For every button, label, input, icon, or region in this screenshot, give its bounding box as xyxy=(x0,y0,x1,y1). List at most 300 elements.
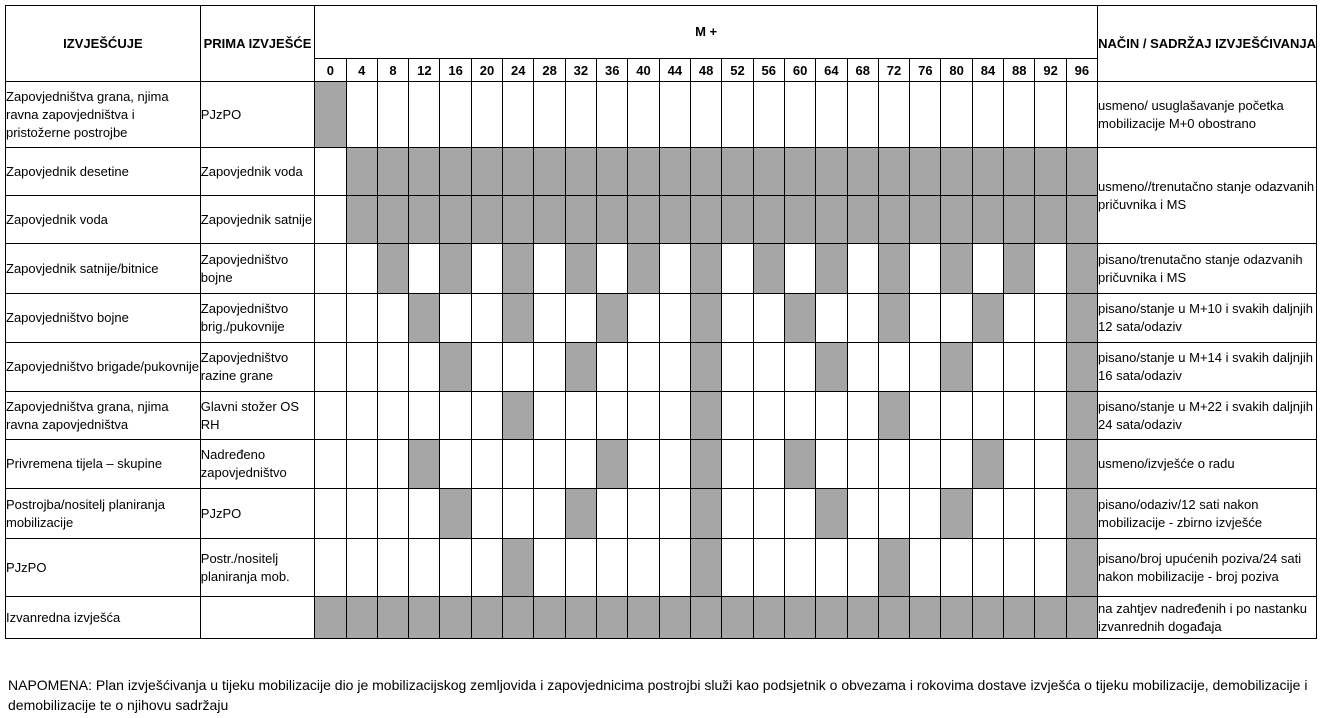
schedule-cell xyxy=(315,294,346,343)
schedule-cell xyxy=(941,392,972,440)
schedule-cell xyxy=(941,440,972,489)
schedule-cell-shaded xyxy=(1035,597,1066,639)
schedule-cell xyxy=(722,294,753,343)
hour-header: 68 xyxy=(847,59,878,82)
hour-header: 8 xyxy=(377,59,408,82)
izvjescuje-cell: Zapovjedništva grana, njima ravna zapovjedništva i pristožerne postrojbe xyxy=(6,82,201,148)
schedule-cell-shaded xyxy=(722,148,753,196)
schedule-cell xyxy=(346,244,377,294)
schedule-cell-shaded xyxy=(565,489,596,539)
schedule-cell-shaded xyxy=(503,597,534,639)
schedule-cell xyxy=(847,294,878,343)
schedule-cell xyxy=(565,82,596,148)
header-m-plus: M + xyxy=(315,6,1098,59)
izvjescuje-cell: Privremena tijela – skupine xyxy=(6,440,201,489)
schedule-cell-shaded xyxy=(816,148,847,196)
schedule-cell xyxy=(722,343,753,392)
schedule-cell-shaded xyxy=(440,148,471,196)
schedule-cell xyxy=(628,82,659,148)
schedule-cell xyxy=(659,539,690,597)
schedule-cell xyxy=(597,343,628,392)
schedule-cell xyxy=(471,440,502,489)
hour-header: 84 xyxy=(972,59,1003,82)
schedule-cell-shaded xyxy=(1004,597,1035,639)
schedule-cell xyxy=(1004,539,1035,597)
hour-header: 76 xyxy=(910,59,941,82)
schedule-cell xyxy=(315,148,346,196)
schedule-cell-shaded xyxy=(659,196,690,244)
schedule-cell-shaded xyxy=(941,343,972,392)
schedule-cell-shaded xyxy=(722,196,753,244)
schedule-cell xyxy=(878,440,909,489)
schedule-cell xyxy=(659,440,690,489)
hour-header: 80 xyxy=(941,59,972,82)
prima-cell xyxy=(200,597,314,639)
schedule-cell xyxy=(816,392,847,440)
schedule-cell-shaded xyxy=(440,196,471,244)
schedule-cell xyxy=(440,539,471,597)
schedule-cell xyxy=(597,392,628,440)
schedule-cell xyxy=(471,392,502,440)
table-row xyxy=(6,82,1317,148)
schedule-cell-shaded xyxy=(377,244,408,294)
schedule-cell xyxy=(1004,489,1035,539)
schedule-cell xyxy=(1035,489,1066,539)
header-nacin: NAČIN / SADRŽAJ IZVJEŠĆIVANJA xyxy=(1098,6,1317,82)
schedule-cell-shaded xyxy=(753,196,784,244)
schedule-cell-shaded xyxy=(784,294,815,343)
schedule-cell-shaded xyxy=(1066,489,1097,539)
hour-header: 60 xyxy=(784,59,815,82)
hour-header: 72 xyxy=(878,59,909,82)
table-row xyxy=(6,539,1317,597)
schedule-cell-shaded xyxy=(1004,148,1035,196)
schedule-cell xyxy=(377,343,408,392)
schedule-cell-shaded xyxy=(503,294,534,343)
schedule-cell xyxy=(315,539,346,597)
schedule-cell xyxy=(409,392,440,440)
schedule-cell xyxy=(753,343,784,392)
schedule-cell-shaded xyxy=(1035,148,1066,196)
schedule-cell-shaded xyxy=(690,244,721,294)
schedule-cell-shaded xyxy=(753,244,784,294)
nacin-cell: pisano/stanje u M+10 i svakih daljnjih 12 sata/odaziv xyxy=(1098,294,1317,343)
schedule-cell xyxy=(1004,440,1035,489)
hour-header: 12 xyxy=(409,59,440,82)
schedule-cell xyxy=(346,82,377,148)
schedule-cell-shaded xyxy=(910,597,941,639)
schedule-cell xyxy=(503,82,534,148)
table-body xyxy=(6,82,1317,639)
schedule-cell xyxy=(816,440,847,489)
schedule-cell-shaded xyxy=(534,196,565,244)
schedule-cell-shaded xyxy=(346,597,377,639)
schedule-cell-shaded xyxy=(409,294,440,343)
schedule-cell xyxy=(315,489,346,539)
prima-cell: Glavni stožer OS RH xyxy=(200,392,314,440)
schedule-cell xyxy=(753,392,784,440)
schedule-cell-shaded xyxy=(503,196,534,244)
schedule-cell-shaded xyxy=(784,196,815,244)
schedule-cell-shaded xyxy=(534,148,565,196)
schedule-cell xyxy=(972,244,1003,294)
schedule-cell xyxy=(910,82,941,148)
nacin-cell: pisano/odaziv/12 sati nakon mobilizacije - zbirno izvješće xyxy=(1098,489,1317,539)
schedule-cell xyxy=(346,489,377,539)
schedule-cell-shaded xyxy=(722,597,753,639)
schedule-cell-shaded xyxy=(878,196,909,244)
schedule-cell-shaded xyxy=(409,148,440,196)
prima-cell: PJzPO xyxy=(200,489,314,539)
schedule-cell xyxy=(346,343,377,392)
schedule-cell xyxy=(628,440,659,489)
schedule-cell-shaded xyxy=(847,597,878,639)
schedule-cell-shaded xyxy=(409,597,440,639)
schedule-cell-shaded xyxy=(1066,539,1097,597)
prima-cell: Postr./nositelj planiranja mob. xyxy=(200,539,314,597)
schedule-cell xyxy=(377,294,408,343)
schedule-cell-shaded xyxy=(377,597,408,639)
schedule-cell-shaded xyxy=(753,148,784,196)
schedule-cell-shaded xyxy=(1004,244,1035,294)
hour-header: 0 xyxy=(315,59,346,82)
schedule-cell xyxy=(784,539,815,597)
schedule-cell-shaded xyxy=(941,244,972,294)
schedule-cell-shaded xyxy=(878,294,909,343)
schedule-cell xyxy=(377,392,408,440)
schedule-cell xyxy=(972,82,1003,148)
header-izvjescuje: IZVJEŠĆUJE xyxy=(6,6,201,82)
schedule-cell-shaded xyxy=(471,196,502,244)
schedule-cell xyxy=(659,294,690,343)
schedule-cell xyxy=(471,244,502,294)
table-row xyxy=(6,148,1317,196)
schedule-cell-shaded xyxy=(972,440,1003,489)
table-row xyxy=(6,343,1317,392)
schedule-cell-shaded xyxy=(659,148,690,196)
schedule-cell-shaded xyxy=(941,196,972,244)
schedule-cell xyxy=(972,539,1003,597)
hour-header: 44 xyxy=(659,59,690,82)
schedule-cell-shaded xyxy=(1066,343,1097,392)
prima-cell: Nadređeno zapovjedništvo xyxy=(200,440,314,489)
schedule-cell xyxy=(628,343,659,392)
schedule-cell xyxy=(565,539,596,597)
schedule-cell xyxy=(315,196,346,244)
schedule-cell xyxy=(847,489,878,539)
hour-header: 36 xyxy=(597,59,628,82)
schedule-cell xyxy=(534,392,565,440)
schedule-cell xyxy=(722,82,753,148)
nacin-cell: usmeno/ usuglašavanje početka mobilizacije M+0 obostrano xyxy=(1098,82,1317,148)
schedule-cell xyxy=(784,244,815,294)
prima-cell: Zapovjednik voda xyxy=(200,148,314,196)
schedule-cell-shaded xyxy=(690,148,721,196)
schedule-cell xyxy=(722,244,753,294)
hour-header: 24 xyxy=(503,59,534,82)
schedule-cell xyxy=(628,294,659,343)
schedule-cell-shaded xyxy=(534,597,565,639)
schedule-cell xyxy=(315,392,346,440)
schedule-cell xyxy=(972,343,1003,392)
schedule-cell-shaded xyxy=(597,597,628,639)
schedule-cell xyxy=(534,440,565,489)
izvjescuje-cell: Izvanredna izvješća xyxy=(6,597,201,639)
schedule-cell xyxy=(377,82,408,148)
prima-cell: Zapovjedništvo bojne xyxy=(200,244,314,294)
schedule-cell-shaded xyxy=(816,244,847,294)
schedule-cell xyxy=(409,82,440,148)
schedule-cell xyxy=(722,440,753,489)
hour-header: 20 xyxy=(471,59,502,82)
schedule-cell-shaded xyxy=(471,148,502,196)
schedule-cell-shaded xyxy=(941,148,972,196)
schedule-cell xyxy=(346,440,377,489)
schedule-cell xyxy=(1035,392,1066,440)
schedule-cell-shaded xyxy=(847,148,878,196)
schedule-cell xyxy=(722,489,753,539)
hour-header: 16 xyxy=(440,59,471,82)
schedule-cell xyxy=(1035,294,1066,343)
schedule-cell-shaded xyxy=(597,196,628,244)
schedule-cell xyxy=(816,539,847,597)
schedule-cell xyxy=(1066,82,1097,148)
schedule-cell xyxy=(503,343,534,392)
schedule-cell xyxy=(346,294,377,343)
hour-header: 32 xyxy=(565,59,596,82)
izvjescuje-cell: Postrojba/nositelj planiranja mobilizacije xyxy=(6,489,201,539)
schedule-cell-shaded xyxy=(784,597,815,639)
schedule-cell xyxy=(910,392,941,440)
schedule-cell xyxy=(659,343,690,392)
schedule-cell xyxy=(659,489,690,539)
schedule-cell xyxy=(941,539,972,597)
schedule-cell-shaded xyxy=(941,597,972,639)
table-row xyxy=(6,294,1317,343)
schedule-cell-shaded xyxy=(690,597,721,639)
schedule-cell xyxy=(722,392,753,440)
schedule-cell-shaded xyxy=(690,539,721,597)
schedule-cell-shaded xyxy=(628,196,659,244)
schedule-cell-shaded xyxy=(315,597,346,639)
schedule-cell xyxy=(722,539,753,597)
schedule-cell xyxy=(1035,440,1066,489)
schedule-cell xyxy=(315,343,346,392)
schedule-cell-shaded xyxy=(910,148,941,196)
schedule-cell-shaded xyxy=(628,244,659,294)
schedule-cell-shaded xyxy=(1066,597,1097,639)
schedule-cell xyxy=(659,82,690,148)
schedule-cell-shaded xyxy=(503,148,534,196)
schedule-cell xyxy=(503,440,534,489)
schedule-cell-shaded xyxy=(941,489,972,539)
table-row xyxy=(6,440,1317,489)
schedule-cell xyxy=(847,82,878,148)
schedule-cell-shaded xyxy=(346,148,377,196)
schedule-cell xyxy=(565,294,596,343)
schedule-cell-shaded xyxy=(972,294,1003,343)
hour-header: 4 xyxy=(346,59,377,82)
schedule-cell xyxy=(471,82,502,148)
schedule-cell xyxy=(409,343,440,392)
schedule-cell xyxy=(972,392,1003,440)
schedule-cell-shaded xyxy=(690,392,721,440)
schedule-cell xyxy=(910,244,941,294)
schedule-cell xyxy=(910,294,941,343)
schedule-cell xyxy=(753,489,784,539)
schedule-cell xyxy=(659,392,690,440)
schedule-cell xyxy=(1035,343,1066,392)
schedule-cell-shaded xyxy=(565,597,596,639)
schedule-cell xyxy=(534,244,565,294)
schedule-cell-shaded xyxy=(377,196,408,244)
schedule-cell-shaded xyxy=(503,539,534,597)
hour-header: 56 xyxy=(753,59,784,82)
schedule-cell xyxy=(315,244,346,294)
schedule-cell-shaded xyxy=(878,148,909,196)
schedule-cell-shaded xyxy=(910,196,941,244)
schedule-cell-shaded xyxy=(440,343,471,392)
schedule-cell-shaded xyxy=(690,343,721,392)
schedule-cell xyxy=(1035,539,1066,597)
schedule-cell-shaded xyxy=(1004,196,1035,244)
schedule-cell-shaded xyxy=(1066,294,1097,343)
schedule-cell-shaded xyxy=(753,597,784,639)
table-row xyxy=(6,392,1317,440)
schedule-cell-shaded xyxy=(440,489,471,539)
schedule-cell-shaded xyxy=(878,539,909,597)
schedule-cell-shaded xyxy=(409,196,440,244)
schedule-cell xyxy=(847,539,878,597)
nacin-cell: usmeno//trenutačno stanje odazvanih pričuvnika i MS xyxy=(1098,148,1317,244)
schedule-cell-shaded xyxy=(503,392,534,440)
schedule-cell-shaded xyxy=(847,196,878,244)
izvjescuje-cell: Zapovjednik satnije/bitnice xyxy=(6,244,201,294)
izvjescuje-cell: Zapovjednik voda xyxy=(6,196,201,244)
schedule-cell xyxy=(910,343,941,392)
schedule-cell xyxy=(409,489,440,539)
nacin-cell: usmeno/izvješće o radu xyxy=(1098,440,1317,489)
hour-header: 40 xyxy=(628,59,659,82)
schedule-cell-shaded xyxy=(784,440,815,489)
schedule-cell xyxy=(409,539,440,597)
schedule-cell xyxy=(471,343,502,392)
hour-header: 92 xyxy=(1035,59,1066,82)
schedule-cell xyxy=(910,440,941,489)
schedule-cell xyxy=(440,82,471,148)
schedule-cell-shaded xyxy=(628,148,659,196)
schedule-cell-shaded xyxy=(346,196,377,244)
hour-header: 28 xyxy=(534,59,565,82)
hour-header: 64 xyxy=(816,59,847,82)
nacin-cell: pisano/trenutačno stanje odazvanih pričuvnika i MS xyxy=(1098,244,1317,294)
schedule-cell xyxy=(377,489,408,539)
schedule-cell xyxy=(597,539,628,597)
schedule-cell xyxy=(753,539,784,597)
schedule-cell-shaded xyxy=(816,343,847,392)
schedule-cell-shaded xyxy=(377,148,408,196)
schedule-cell xyxy=(1004,82,1035,148)
schedule-cell xyxy=(377,539,408,597)
schedule-cell xyxy=(315,440,346,489)
schedule-cell xyxy=(753,82,784,148)
schedule-cell xyxy=(659,244,690,294)
schedule-cell-shaded xyxy=(816,489,847,539)
table-row xyxy=(6,597,1317,639)
schedule-cell-shaded xyxy=(1066,392,1097,440)
schedule-cell-shaded xyxy=(1066,196,1097,244)
schedule-cell xyxy=(471,539,502,597)
schedule-cell-shaded xyxy=(503,244,534,294)
schedule-cell xyxy=(784,343,815,392)
schedule-cell xyxy=(628,392,659,440)
schedule-cell-shaded xyxy=(597,440,628,489)
hour-header: 96 xyxy=(1066,59,1097,82)
nacin-cell: pisano/stanje u M+22 i svakih daljnjih 24 sata/odaziv xyxy=(1098,392,1317,440)
izvjescuje-cell: Zapovjedništvo bojne xyxy=(6,294,201,343)
schedule-cell xyxy=(784,82,815,148)
izvjescuje-cell: PJzPO xyxy=(6,539,201,597)
nacin-cell: pisano/stanje u M+14 i svakih daljnjih 16 sata/odaziv xyxy=(1098,343,1317,392)
schedule-cell xyxy=(628,489,659,539)
schedule-cell xyxy=(565,440,596,489)
schedule-cell xyxy=(377,440,408,489)
izvjescuje-cell: Zapovjedništvo brigade/pukovnije xyxy=(6,343,201,392)
schedule-cell-shaded xyxy=(690,440,721,489)
schedule-cell xyxy=(534,343,565,392)
schedule-cell xyxy=(847,343,878,392)
schedule-cell xyxy=(440,392,471,440)
schedule-cell xyxy=(784,392,815,440)
schedule-cell xyxy=(346,539,377,597)
schedule-cell-shaded xyxy=(690,294,721,343)
note-text: NAPOMENA: Plan izvješćivanja u tijeku mobilizacije dio je mobilizacijskog zemljovida i zapovjednicima postrojbi služi kao podsjetnik o obvezama i rokovima dostave izvješća o tijeku mobilizacije, demobilizacije i demobilizacije te o njihovu sadržaju xyxy=(8,677,1308,713)
schedule-cell xyxy=(690,82,721,148)
schedule-cell xyxy=(910,539,941,597)
schedule-cell-shaded xyxy=(690,489,721,539)
table-row xyxy=(6,489,1317,539)
schedule-cell-shaded xyxy=(690,196,721,244)
schedule-cell-shaded xyxy=(315,82,346,148)
hour-header: 52 xyxy=(722,59,753,82)
schedule-cell xyxy=(753,294,784,343)
nacin-cell: pisano/broj upućenih poziva/24 sati nakon mobilizacije - broj poziva xyxy=(1098,539,1317,597)
prima-cell: Zapovjednik satnije xyxy=(200,196,314,244)
izvjescuje-cell: Zapovjednik desetine xyxy=(6,148,201,196)
schedule-cell xyxy=(597,489,628,539)
hour-header: 48 xyxy=(690,59,721,82)
schedule-cell-shaded xyxy=(659,597,690,639)
hour-header: 88 xyxy=(1004,59,1035,82)
izvjescuje-cell: Zapovjedništva grana, njima ravna zapovjedništva xyxy=(6,392,201,440)
table-row xyxy=(6,244,1317,294)
schedule-cell-shaded xyxy=(878,597,909,639)
schedule-cell xyxy=(440,440,471,489)
schedule-cell xyxy=(753,440,784,489)
schedule-cell xyxy=(346,392,377,440)
schedule-cell xyxy=(409,244,440,294)
schedule-cell xyxy=(471,294,502,343)
schedule-cell xyxy=(816,294,847,343)
schedule-cell-shaded xyxy=(1035,196,1066,244)
schedule-cell-shaded xyxy=(471,597,502,639)
schedule-cell xyxy=(534,489,565,539)
schedule-cell xyxy=(565,392,596,440)
schedule-cell xyxy=(878,343,909,392)
schedule-cell-shaded xyxy=(972,196,1003,244)
schedule-cell-shaded xyxy=(565,196,596,244)
schedule-cell-shaded xyxy=(565,148,596,196)
